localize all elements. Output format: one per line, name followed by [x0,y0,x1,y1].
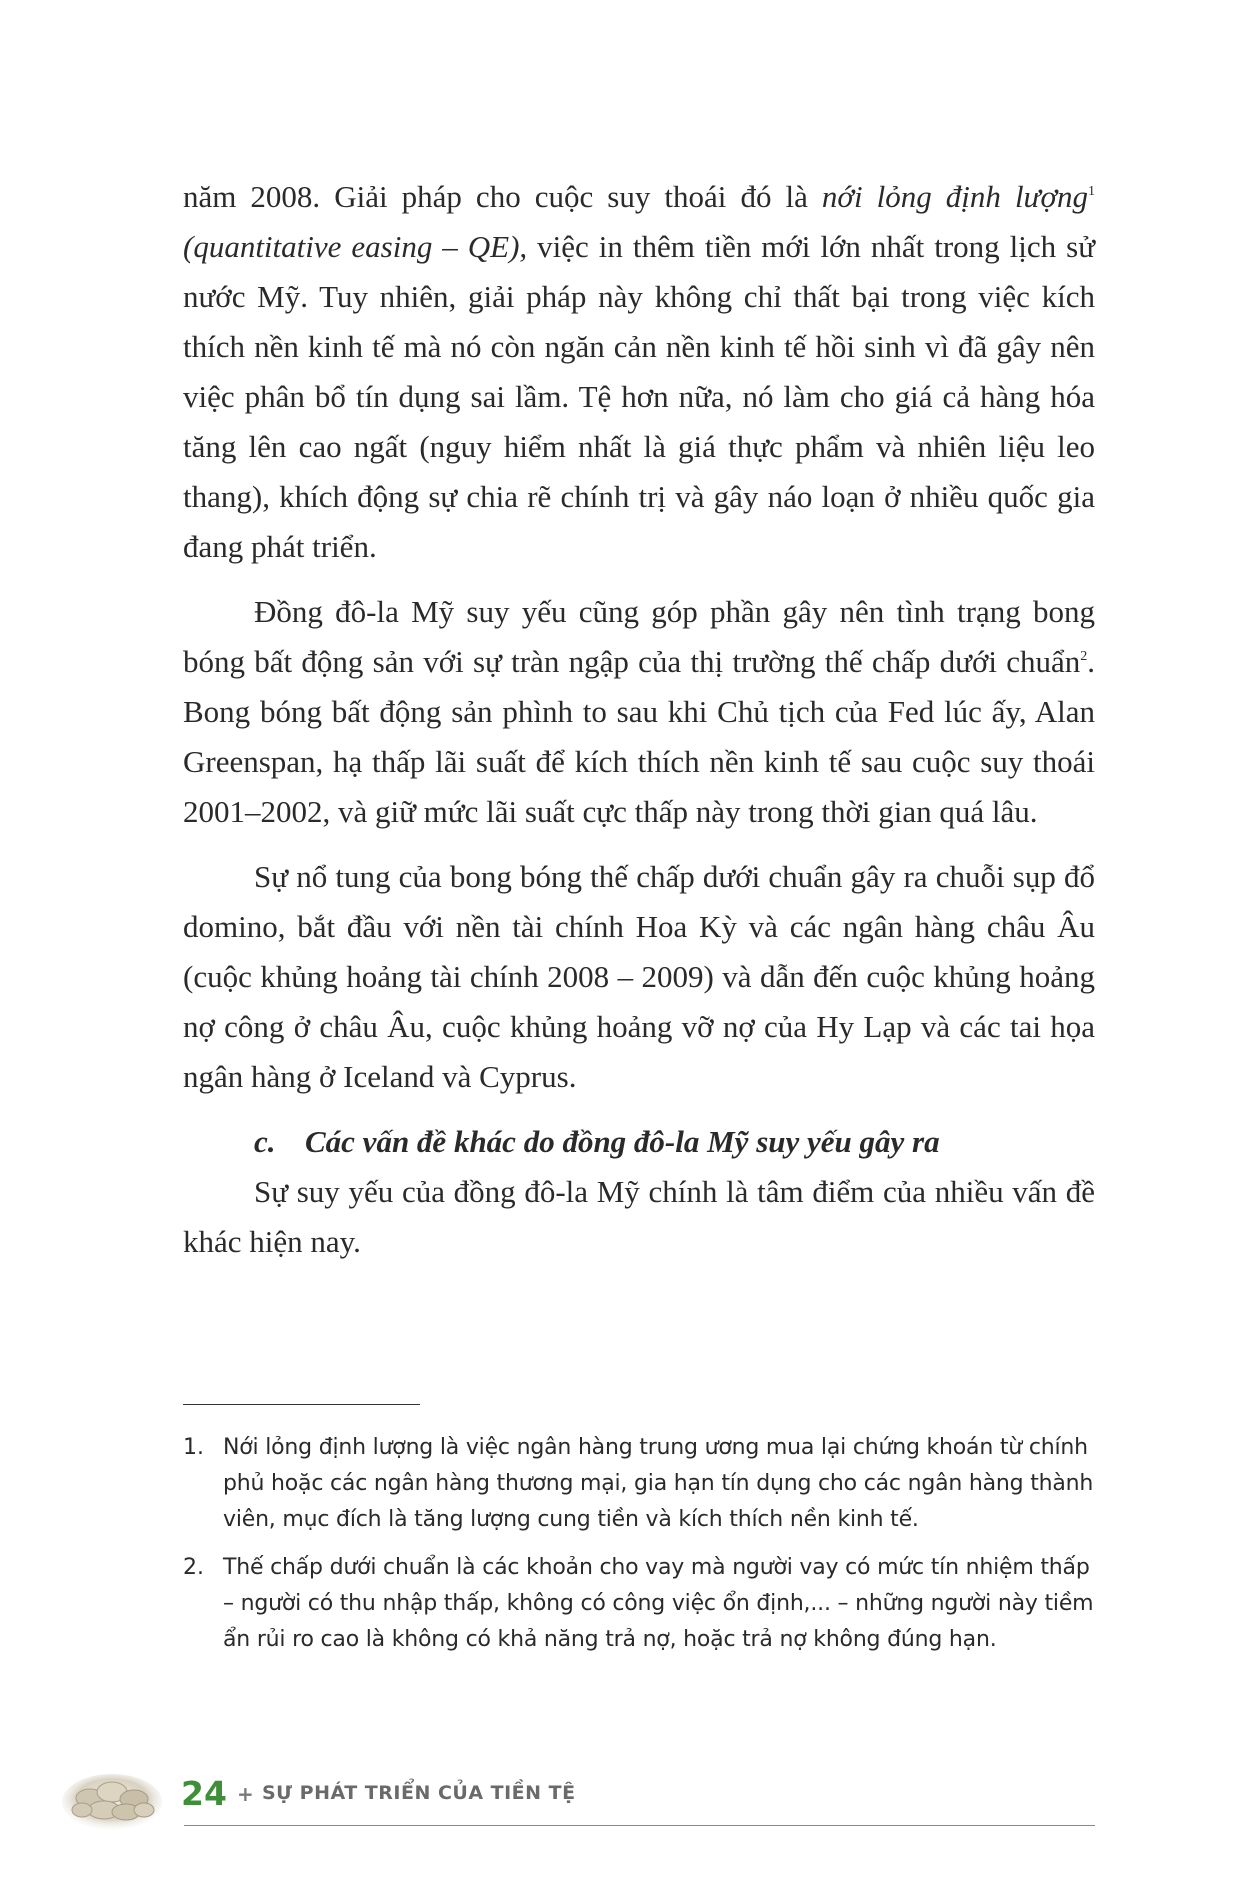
page-footer [60,1768,1095,1838]
footnotes [183,1430,1095,1670]
footnote-ref-1[interactable]: 1 [1088,184,1096,199]
footer-divider [184,1825,1095,1826]
paragraph-2-text-b: . Bong bóng bất động sản phình to sau khi Chủ tịch của Fed lúc ấy, Alan Greenspan, hạ thấp lãi suất để kích thích nền kinh tế sau cuộc suy thoái 2001–2002, và giữ mức lãi suất cực thấp này trong thời gian quá lâu. [183,644,1095,829]
footnote-1-text: Nới lỏng định lượng là việc ngân hàng trung ương mua lại chứng khoán từ chính phủ hoặc các ngân hàng thương mại, gia hạn tín dụng cho các ngân hàng thành viên, mục đích là tăng lượng cung tiền và kích thích nền kinh tế. [223,1435,1094,1532]
paragraph-1-italic-term: nới lỏng định lượng [821,179,1089,214]
section-heading [183,1117,1095,1167]
footnote-2-number: 2. [183,1555,204,1580]
footnote-2 [183,1550,1095,1658]
footer-separator: + [237,1782,254,1806]
footnote-1 [183,1430,1095,1538]
paragraph-3: Sự nổ tung của bong bóng thế chấp dưới chuẩn gây ra chuỗi sụp đổ domino, bắt đầu với nền tài chính Hoa Kỳ và các ngân hàng châu Âu (cuộc khủng hoảng tài chính 2008 – 2009) và dẫn đến cuộc khủng hoảng nợ công ở châu Âu, cuộc khủng hoảng vỡ nợ của Hy Lạp và các tai họa ngân hàng ở Iceland và Cyprus. [183,859,1095,1094]
paragraph-1 [183,172,1095,572]
footnote-divider [183,1404,420,1405]
paragraph-2 [183,587,1095,837]
footnote-2-text: Thế chấp dưới chuẩn là các khoản cho vay mà người vay có mức tín nhiệm thấp – người có thu nhập thấp, không có công việc ổn định,... – những người này tiềm ẩn rủi ro cao là không có khả năng trả nợ, hoặc trả nợ không đúng hạn. [223,1555,1094,1652]
book-title: SỰ PHÁT TRIỂN CỦA TIỀN TỆ [262,1782,576,1804]
paragraph-4: Sự suy yếu của đồng đô-la Mỹ chính là tâm điểm của nhiều vấn đề khác hiện nay. [183,1174,1095,1259]
coin-pile-icon [60,1768,164,1832]
page-number: 24 [181,1774,227,1813]
paragraph-2-text-a: Đồng đô-la Mỹ suy yếu cũng góp phần gây nên tình trạng bong bóng bất động sản với sự tràn ngập của thị trường thế chấp dưới chuẩn [183,594,1095,679]
main-text [183,172,1095,1267]
paragraph-1-text-b: việc in thêm tiền mới lớn nhất trong lịch sử nước Mỹ. Tuy nhiên, giải pháp này không chỉ thất bại trong việc kích thích nền kinh tế mà nó còn ngăn cản nền kinh tế hồi sinh vì đã gây nên việc phân bổ tín dụng sai lầm. Tệ hơn nữa, nó làm cho giá cả hàng hóa tăng lên cao ngất (nguy hiểm nhất là giá thực phẩm và nhiên liệu leo thang), khích động sự chia rẽ chính trị và gây náo loạn ở nhiều quốc gia đang phát triển. [183,229,1095,564]
paragraph-1-italic-english: (quantitative easing – QE), [183,229,528,264]
paragraph-1-text-a: năm 2008. Giải pháp cho cuộc suy thoái đó là [183,179,822,214]
section-heading-text: Các vấn đề khác do đồng đô-la Mỹ suy yếu gây ra [305,1124,940,1159]
section-heading-letter: c. [254,1124,276,1159]
footnote-ref-2[interactable]: 2 [1080,649,1088,664]
footnote-1-number: 1. [183,1435,204,1460]
